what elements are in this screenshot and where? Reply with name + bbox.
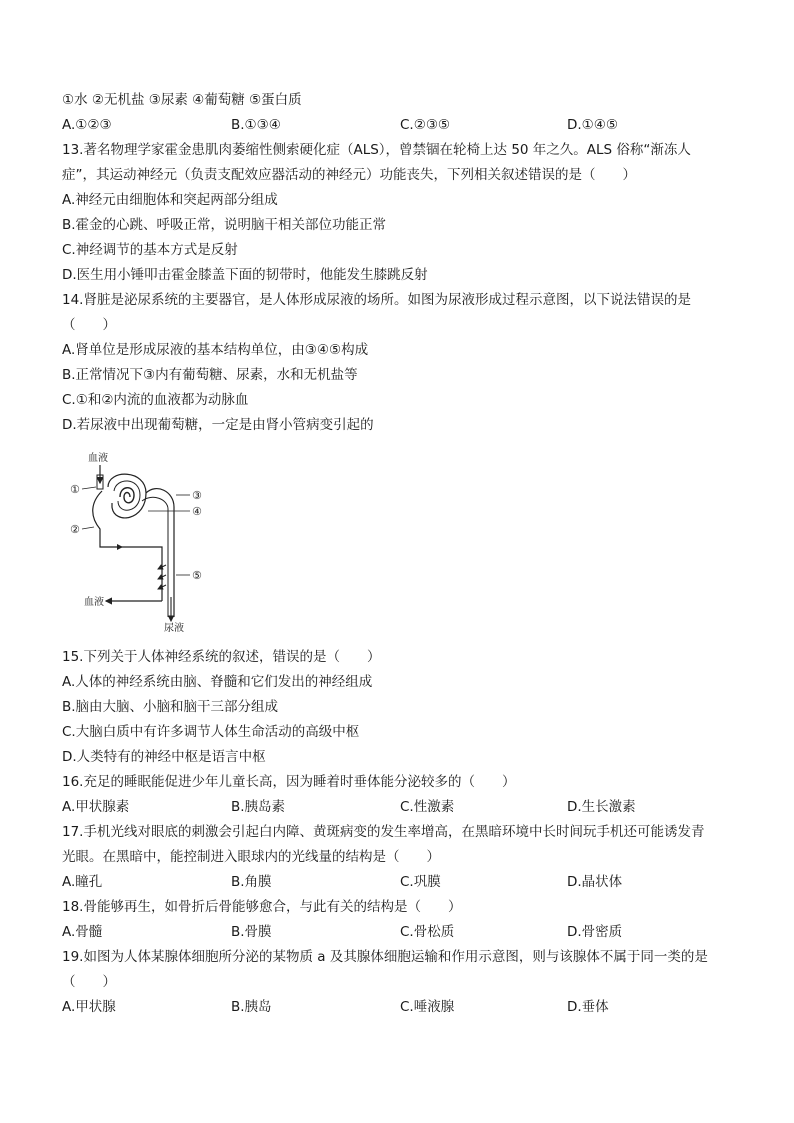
renal-tubule (146, 489, 174, 617)
q12-items: ①水 ②无机盐 ③尿素 ④葡萄糖 ⑤蛋白质 (62, 92, 302, 108)
q17-option-c: C.巩膜 (400, 874, 441, 890)
q16-option-c: C.性激素 (400, 799, 455, 815)
q18-stem: 18.骨能够再生，如骨折后骨能够愈合，与此有关的结构是（ ） (62, 899, 462, 915)
q17-stem-line1: 17.手机光线对眼底的刺激会引起白内障、黄斑病变的发生率增高，在黑暗环境中长时间玩手机还可能诱发青 (62, 824, 705, 840)
q14-option-b: B.正常情况下③内有葡萄糖、尿素，水和无机盐等 (62, 367, 358, 383)
q13-option-c: C.神经调节的基本方式是反射 (62, 242, 238, 258)
blood-in-label: 血液 (88, 453, 108, 464)
q13-stem-line1: 13.著名物理学家霍金患肌肉萎缩性侧索硬化症（ALS），曾禁锢在轮椅上达 50 年之久。ALS 俗称“渐冻人 (62, 142, 691, 158)
blood-out-label: 血液 (84, 597, 104, 608)
q19-option-b: B.胰岛 (231, 999, 272, 1015)
marker-1: ① (70, 483, 80, 496)
q19-stem-line2: （ ） (62, 974, 116, 990)
q17-option-d: D.晶状体 (567, 874, 623, 890)
q14-option-d: D.若尿液中出现葡萄糖，一定是由肾小管病变引起的 (62, 417, 374, 433)
q15-stem: 15.下列关于人体神经系统的叙述，错误的是（ ） (62, 649, 381, 665)
q14-option-c: C.①和②内流的血液都为动脉血 (62, 392, 249, 408)
q12-option-d: D.①④⑤ (567, 117, 618, 133)
q17-stem-line2: 光眼。在黑暗中，能控制进入眼球内的光线量的结构是（ ） (62, 849, 440, 865)
q16-option-b: B.胰岛素 (231, 799, 286, 815)
urine-label: 尿液 (164, 623, 184, 633)
q19-stem-line1: 19.如图为人体某腺体细胞所分泌的某物质 a 及其腺体细胞运输和作用示意图，则与该腺体不属于同一类的是 (62, 949, 708, 965)
q13-stem-line2: 症”，其运动神经元（负责支配效应器活动的神经元）功能丧失，下列相关叙述错误的是（ ） (62, 167, 636, 183)
q17-option-a: A.瞳孔 (62, 874, 103, 890)
q16-option-d: D.生长激素 (567, 799, 636, 815)
marker-3: ③ (192, 489, 202, 502)
q15-option-c: C.大脑白质中有许多调节人体生命活动的高级中枢 (62, 724, 360, 740)
q12-option-c: C.②③⑤ (400, 117, 451, 133)
q19-option-a: A.甲状腺 (62, 999, 116, 1015)
q14-option-a: A.肾单位是形成尿液的基本结构单位，由③④⑤构成 (62, 342, 369, 358)
q18-option-b: B.骨膜 (231, 924, 272, 940)
nephron-diagram (62, 447, 222, 633)
q16-option-a: A.甲状腺素 (62, 799, 130, 815)
q12-option-b: B.①③④ (231, 117, 281, 133)
q19-option-c: C.唾液腺 (400, 999, 455, 1015)
q15-option-d: D.人类特有的神经中枢是语言中枢 (62, 749, 266, 765)
q18-option-d: D.骨密质 (567, 924, 623, 940)
q13-option-b: B.霍金的心跳、呼吸正常，说明脑干相关部位功能正常 (62, 217, 387, 233)
q15-option-a: A.人体的神经系统由脑、脊髓和它们发出的神经组成 (62, 674, 373, 690)
q19-option-d: D.垂体 (567, 999, 609, 1015)
marker-4: ④ (192, 505, 202, 518)
efferent-arteriole (93, 491, 162, 601)
q15-option-b: B.脑由大脑、小脑和脑干三部分组成 (62, 699, 279, 715)
marker-5: ⑤ (192, 569, 202, 582)
q13-option-a: A.神经元由细胞体和突起两部分组成 (62, 192, 278, 208)
q17-option-b: B.角膜 (231, 874, 272, 890)
q14-stem-line1: 14.肾脏是泌尿系统的主要器官，是人体形成尿液的场所。如图为尿液形成过程示意图，以下说法错误的是 (62, 292, 691, 308)
glomerulus (120, 488, 134, 503)
marker-2: ② (70, 523, 80, 536)
q12-option-a: A.①②③ (62, 117, 112, 133)
q16-stem: 16.充足的睡眠能促进少年儿童长高，因为睡着时垂体能分泌较多的（ ） (62, 774, 516, 790)
q18-option-c: C.骨松质 (400, 924, 455, 940)
q14-stem-line2: （ ） (62, 317, 116, 333)
q18-option-a: A.骨髓 (62, 924, 103, 940)
q13-option-d: D.医生用小锤叩击霍金膝盖下面的韧带时，他能发生膝跳反射 (62, 267, 428, 283)
